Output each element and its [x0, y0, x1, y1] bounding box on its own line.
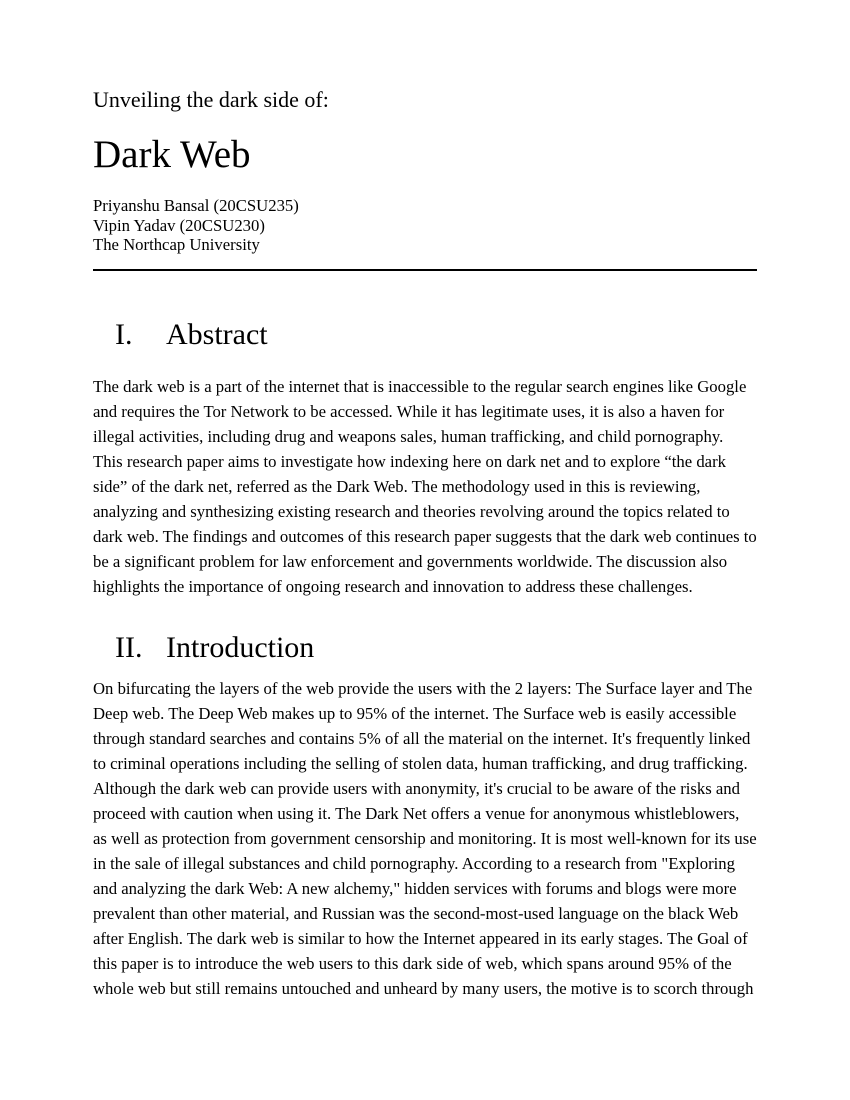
document-subtitle: Unveiling the dark side of:	[93, 87, 329, 112]
paragraph-line: side” of the dark net, referred as the Dark Web. The methodology used in this is reviewing,	[93, 476, 701, 496]
paragraph-line: The dark web is a part of the internet that is inaccessible to the regular search engines like Google	[93, 376, 747, 396]
paragraph-line: this paper is to introduce the web users to this dark side of web, which spans around 95% of the	[93, 953, 732, 973]
introduction-paragraph	[93, 676, 757, 1001]
paragraph-line: be a significant problem for law enforcement and governments worldwide. The discussion also	[93, 551, 728, 571]
paragraph-line: proceed with caution when using it. The Dark Net offers a venue for anonymous whistleblowers,	[93, 803, 740, 823]
heading-numeral: I.	[115, 317, 133, 351]
document-title: Dark Web	[93, 133, 251, 176]
heading-label: Introduction	[166, 630, 315, 664]
section-heading-introduction	[93, 631, 757, 664]
paragraph-line: highlights the importance of ongoing research and innovation to address these challenges.	[93, 576, 693, 596]
author-block	[93, 196, 757, 255]
paragraph-line: prevalent than other material, and Russian was the second-most-used language on the black Web	[93, 903, 739, 923]
paragraph-line: whole web but still remains untouched and unheard by many users, the motive is to scorch through	[93, 978, 754, 998]
section-heading-abstract	[93, 318, 757, 351]
divider-rule	[93, 269, 757, 271]
author-line: Vipin Yadav (20CSU230)	[93, 215, 265, 235]
paragraph-line: in the sale of illegal substances and child pornography. According to a research from "Exploring	[93, 853, 735, 873]
paragraph-line: dark web. The findings and outcomes of this research paper suggests that the dark web continues to	[93, 526, 757, 546]
paragraph-line: Deep web. The Deep Web makes up to 95% of the internet. The Surface web is easily accessible	[93, 703, 737, 723]
paragraph-line: through standard searches and contains 5% of all the material on the internet. It's frequently linked	[93, 728, 751, 748]
paragraph-line: and requires the Tor Network to be accessed. While it has legitimate uses, it is also a haven for	[93, 401, 725, 421]
paragraph-line: after English. The dark web is similar to how the Internet appeared in its early stages. The Goal of	[93, 928, 748, 948]
heading-numeral: II.	[115, 630, 143, 664]
paragraph-line: Although the dark web can provide users with anonymity, it's crucial to be aware of the risks and	[93, 778, 740, 798]
paragraph-line: On bifurcating the layers of the web provide the users with the 2 layers: The Surface layer and The	[93, 678, 753, 698]
paragraph-line: This research paper aims to investigate how indexing here on dark net and to explore “the dark	[93, 451, 726, 471]
affiliation-line: The Northcap University	[93, 235, 260, 254]
abstract-paragraph	[93, 374, 757, 599]
author-line: Priyanshu Bansal (20CSU235)	[93, 196, 299, 215]
paragraph-line: illegal activities, including drug and weapons sales, human trafficking, and child pornography.	[93, 426, 724, 446]
paragraph-line: analyzing and synthesizing existing research and theories revolving around the topics related to	[93, 501, 730, 521]
paragraph-line: as well as protection from government censorship and monitoring. It is most well-known for its use	[93, 828, 757, 848]
heading-label: Abstract	[166, 317, 268, 351]
paragraph-line: and analyzing the dark Web: A new alchemy," hidden services with forums and blogs were more	[93, 878, 737, 898]
paragraph-line: to criminal operations including the selling of stolen data, human trafficking, and drug trafficking.	[93, 753, 748, 773]
